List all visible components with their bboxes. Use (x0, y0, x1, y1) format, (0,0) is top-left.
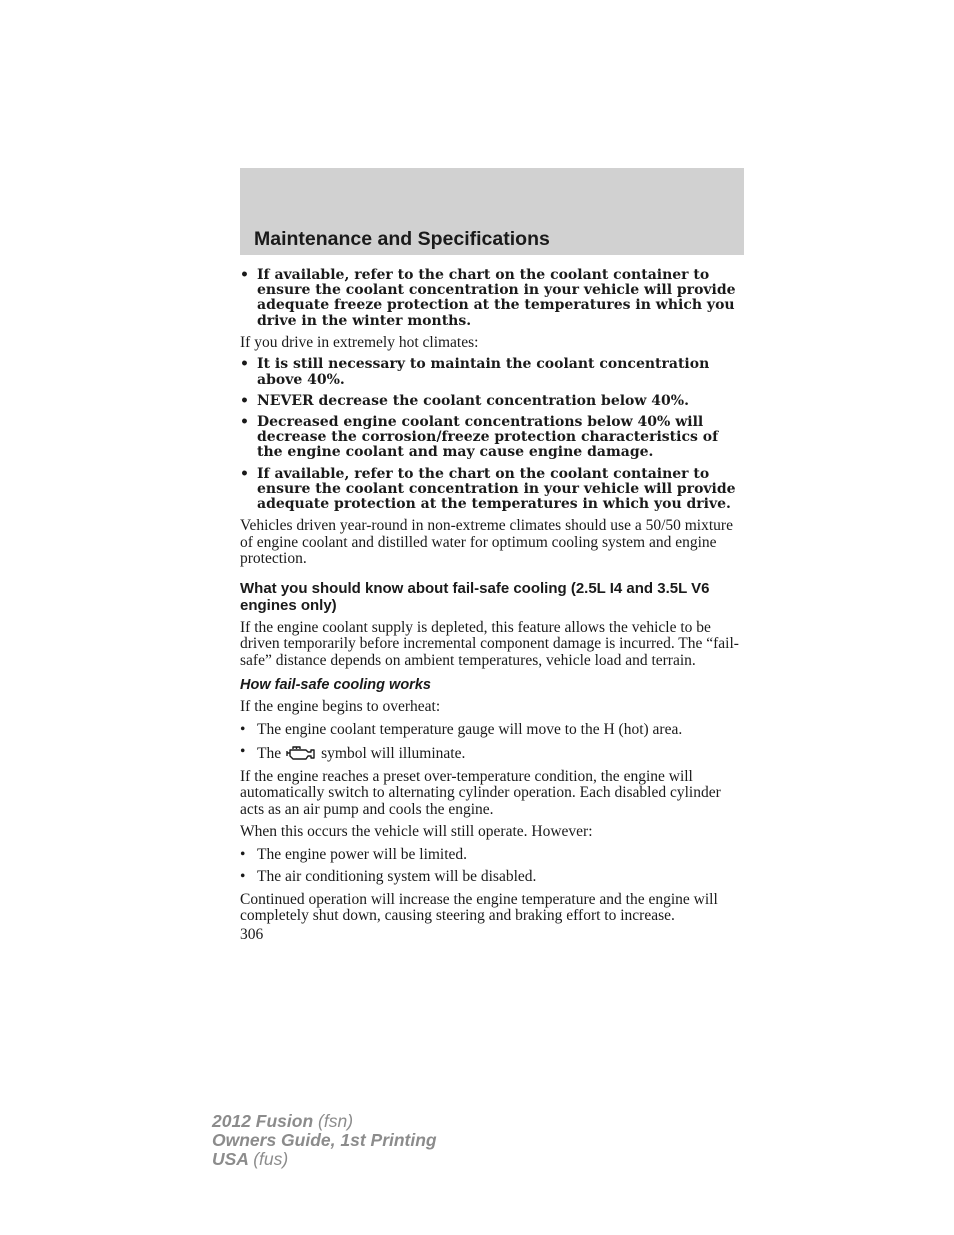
bullet-text: If available, refer to the chart on the coolant container to ensure the coolant concentration in your vehicle will provide adequate freeze protection at the temperatures in which you drive in the winter months. (257, 267, 736, 329)
list-item (240, 869, 746, 886)
section-heading: What you should know about fail-safe cooling (2.5L I4 and 3.5L V6 engines only) (240, 579, 710, 614)
footer-model-code: (fsn) (318, 1111, 354, 1131)
footer-region: USA (212, 1149, 249, 1169)
list-item (240, 722, 746, 739)
bullet-text: The air conditioning system will be disabled. (257, 868, 537, 886)
bullet-text-post: symbol will illuminate. (321, 745, 466, 763)
section-title: Maintenance and Specifications (254, 228, 550, 250)
continued-paragraph: Continued operation will increase the engine temperature and the engine will completely shut down, causing steering and braking effort to increase. (240, 890, 718, 925)
bullet-text: The engine coolant temperature gauge will move to the H (hot) area. (257, 720, 683, 738)
bullet-text: NEVER decrease the coolant concentration below 40%. (257, 392, 689, 409)
bullet-dot: • (240, 267, 249, 283)
section-header-band (240, 168, 744, 255)
bullet-dot: • (240, 845, 246, 863)
footer-line-3 (212, 1150, 437, 1169)
footer (212, 1112, 437, 1169)
check-engine-icon (284, 744, 318, 762)
bullet-text: The engine power will be limited. (257, 845, 468, 863)
footer-model: 2012 Fusion (212, 1111, 314, 1131)
preset-paragraph: If the engine reaches a preset over-temperature condition, the engine will automatically switch to alternating cylinder operation. Each disabled cylinder acts as an air pump and cools the engine. (240, 767, 721, 818)
year-round-paragraph: Vehicles driven year-round in non-extreme climates should use a 50/50 mixture of engine coolant and distilled water for optimum cooling system and engine protection. (240, 517, 733, 568)
footer-line-1 (212, 1112, 437, 1131)
bullet-text: It is still necessary to maintain the coolant concentration above 40%. (257, 356, 710, 388)
still-operate-paragraph: When this occurs the vehicle will still operate. However: (240, 823, 593, 841)
footer-region-code: (fus) (253, 1149, 289, 1169)
bullet-dot: • (240, 392, 249, 409)
bullet-dot: • (240, 465, 249, 482)
bullet-dot: • (240, 720, 246, 738)
list-item (240, 847, 746, 864)
fail-safe-paragraph: If the engine coolant supply is depleted, this feature allows the vehicle to be driven temporarily before incremental component damage is incurred. The “fail-safe” distance depends on ambient temperatures, vehicle load and terrain. (240, 618, 739, 669)
page-number: 306 (240, 925, 264, 943)
bullet-dot: • (240, 356, 249, 373)
bullet-text: If available, refer to the chart on the coolant container to ensure the coolant concentration in your vehicle will provide adequate protection at the temperatures in which you drive. (257, 465, 736, 512)
hot-climates-intro: If you drive in extremely hot climates: (240, 333, 479, 351)
list-item (240, 357, 746, 387)
bullet-text-pre: The (257, 745, 282, 763)
list-item (240, 415, 746, 461)
bullet-dot: • (240, 413, 249, 430)
footer-line-2: Owners Guide, 1st Printing (212, 1130, 437, 1150)
bullet-text: Decreased engine coolant concentrations below 40% will decrease the corrosion/freeze protection characteristics of the engine coolant and may cause engine damage. (257, 413, 719, 461)
list-item (240, 467, 746, 513)
subsection-heading: How fail-safe cooling works (240, 677, 431, 694)
overheat-intro: If the engine begins to overheat: (240, 698, 441, 716)
list-item (240, 394, 746, 409)
page-content (240, 268, 746, 942)
bullet-dot: • (240, 868, 246, 886)
list-item (240, 268, 746, 329)
bullet-dot: • (240, 743, 246, 761)
list-item (240, 744, 746, 763)
